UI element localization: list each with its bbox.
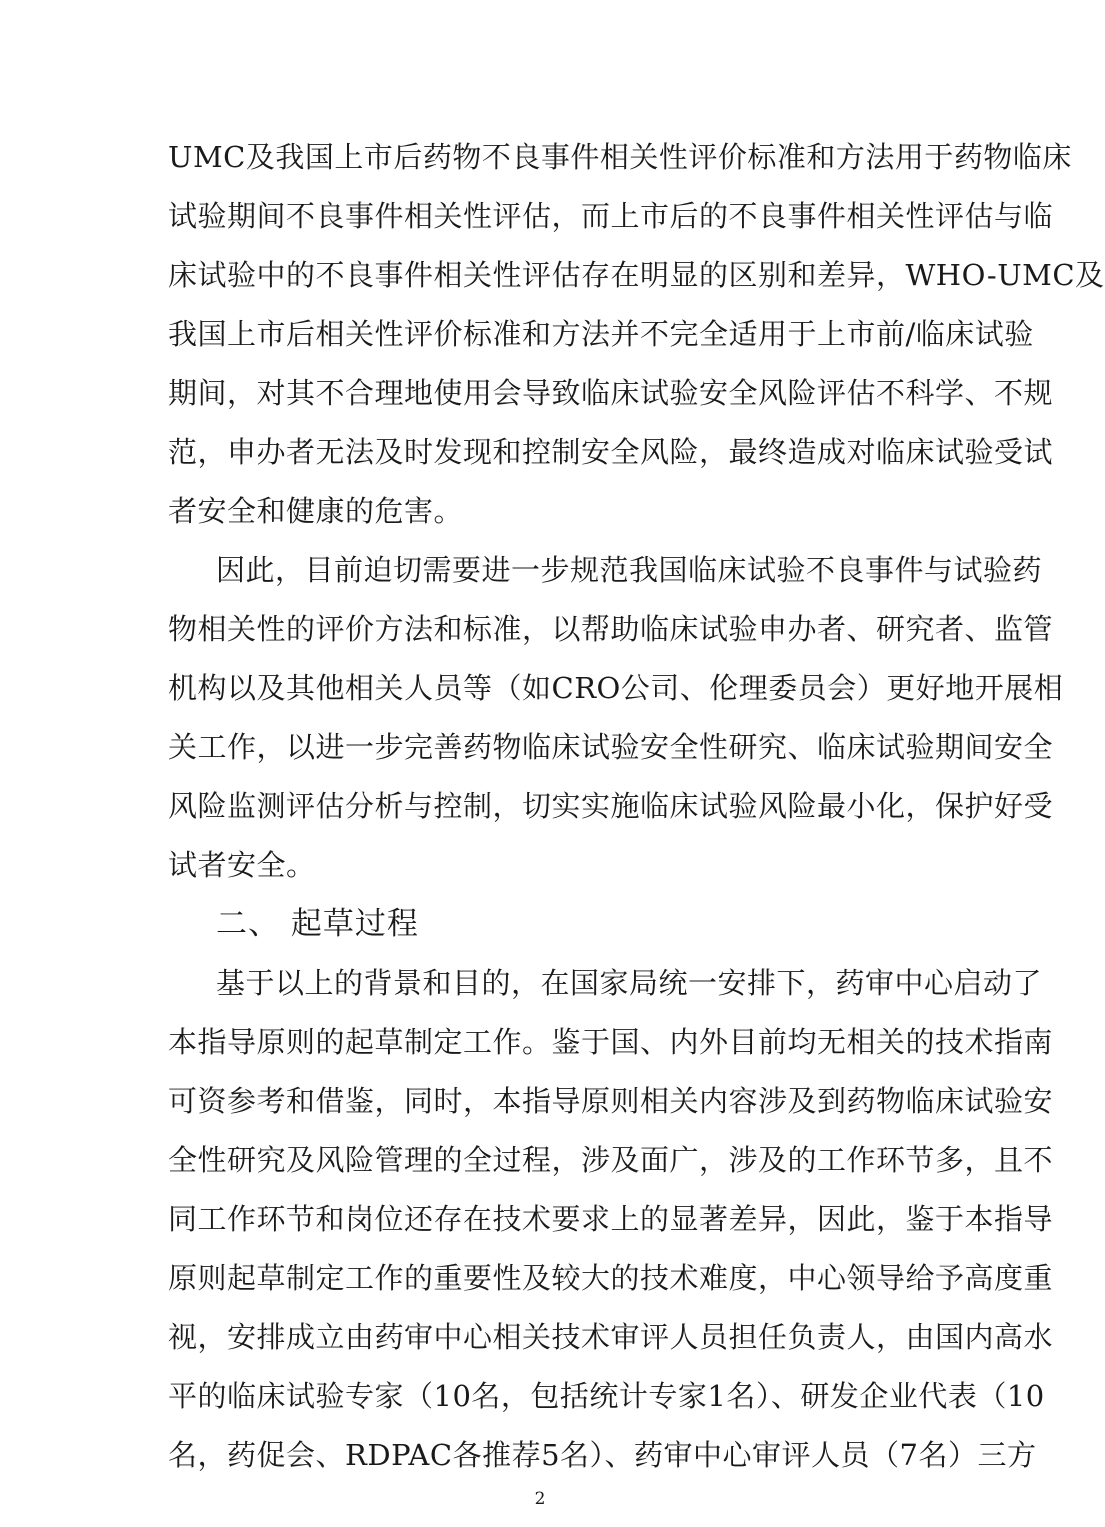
paragraph-line: 原则起草制定工作的重要性及较大的技术难度，中心领导给予高度重 bbox=[168, 1261, 1054, 1295]
paragraph-line: 者安全和健康的危害。 bbox=[168, 494, 464, 528]
paragraph-line: 风险监测评估分析与控制，切实实施临床试验风险最小化，保护好受 bbox=[168, 789, 1054, 823]
paragraph-line: 期间，对其不合理地使用会导致临床试验安全风险评估不科学、不规 bbox=[168, 376, 1054, 410]
section-heading: 二、 起草过程 bbox=[216, 906, 419, 942]
paragraph-line-indented: 基于以上的背景和目的，在国家局统一安排下，药审中心启动了 bbox=[216, 966, 1043, 1000]
paragraph-line: UMC及我国上市后药物不良事件相关性评价标准和方法用于药物临床 bbox=[168, 140, 1072, 174]
paragraph-line: 关工作，以进一步完善药物临床试验安全性研究、临床试验期间安全 bbox=[168, 730, 1054, 764]
paragraph-line: 床试验中的不良事件相关性评估存在明显的区别和差异，WHO-UMC及 bbox=[168, 258, 1105, 292]
paragraph-line: 本指导原则的起草制定工作。鉴于国、内外目前均无相关的技术指南 bbox=[168, 1025, 1054, 1059]
paragraph-line: 我国上市后相关性评价标准和方法并不完全适用于上市前/临床试验 bbox=[168, 317, 1034, 351]
paragraph-line: 全性研究及风险管理的全过程，涉及面广，涉及的工作环节多，且不 bbox=[168, 1143, 1054, 1177]
paragraph-line: 可资参考和借鉴，同时，本指导原则相关内容涉及到药物临床试验安 bbox=[168, 1084, 1054, 1118]
paragraph-line: 机构以及其他相关人员等（如CRO公司、伦理委员会）更好地开展相 bbox=[168, 671, 1064, 705]
page-number: 2 bbox=[534, 1489, 546, 1509]
paragraph-line: 同工作环节和岗位还存在技术要求上的显著差异，因此，鉴于本指导 bbox=[168, 1202, 1054, 1236]
paragraph-line-indented: 因此，目前迫切需要进一步规范我国临床试验不良事件与试验药 bbox=[216, 553, 1043, 587]
paragraph-line: 物相关性的评价方法和标准，以帮助临床试验申办者、研究者、监管 bbox=[168, 612, 1054, 646]
paragraph-line: 平的临床试验专家（10名，包括统计专家1名）、研发企业代表（10 bbox=[168, 1379, 1045, 1413]
paragraph-line: 范，申办者无法及时发现和控制安全风险，最终造成对临床试验受试 bbox=[168, 435, 1054, 469]
paragraph-line: 试验期间不良事件相关性评估，而上市后的不良事件相关性评估与临 bbox=[168, 199, 1054, 233]
paragraph-line: 名，药促会、RDPAC各推荐5名）、药审中心审评人员（7名）三方 bbox=[168, 1438, 1037, 1472]
paragraph-line: 试者安全。 bbox=[168, 848, 316, 882]
paragraph-line: 视，安排成立由药审中心相关技术审评人员担任负责人，由国内高水 bbox=[168, 1320, 1054, 1354]
